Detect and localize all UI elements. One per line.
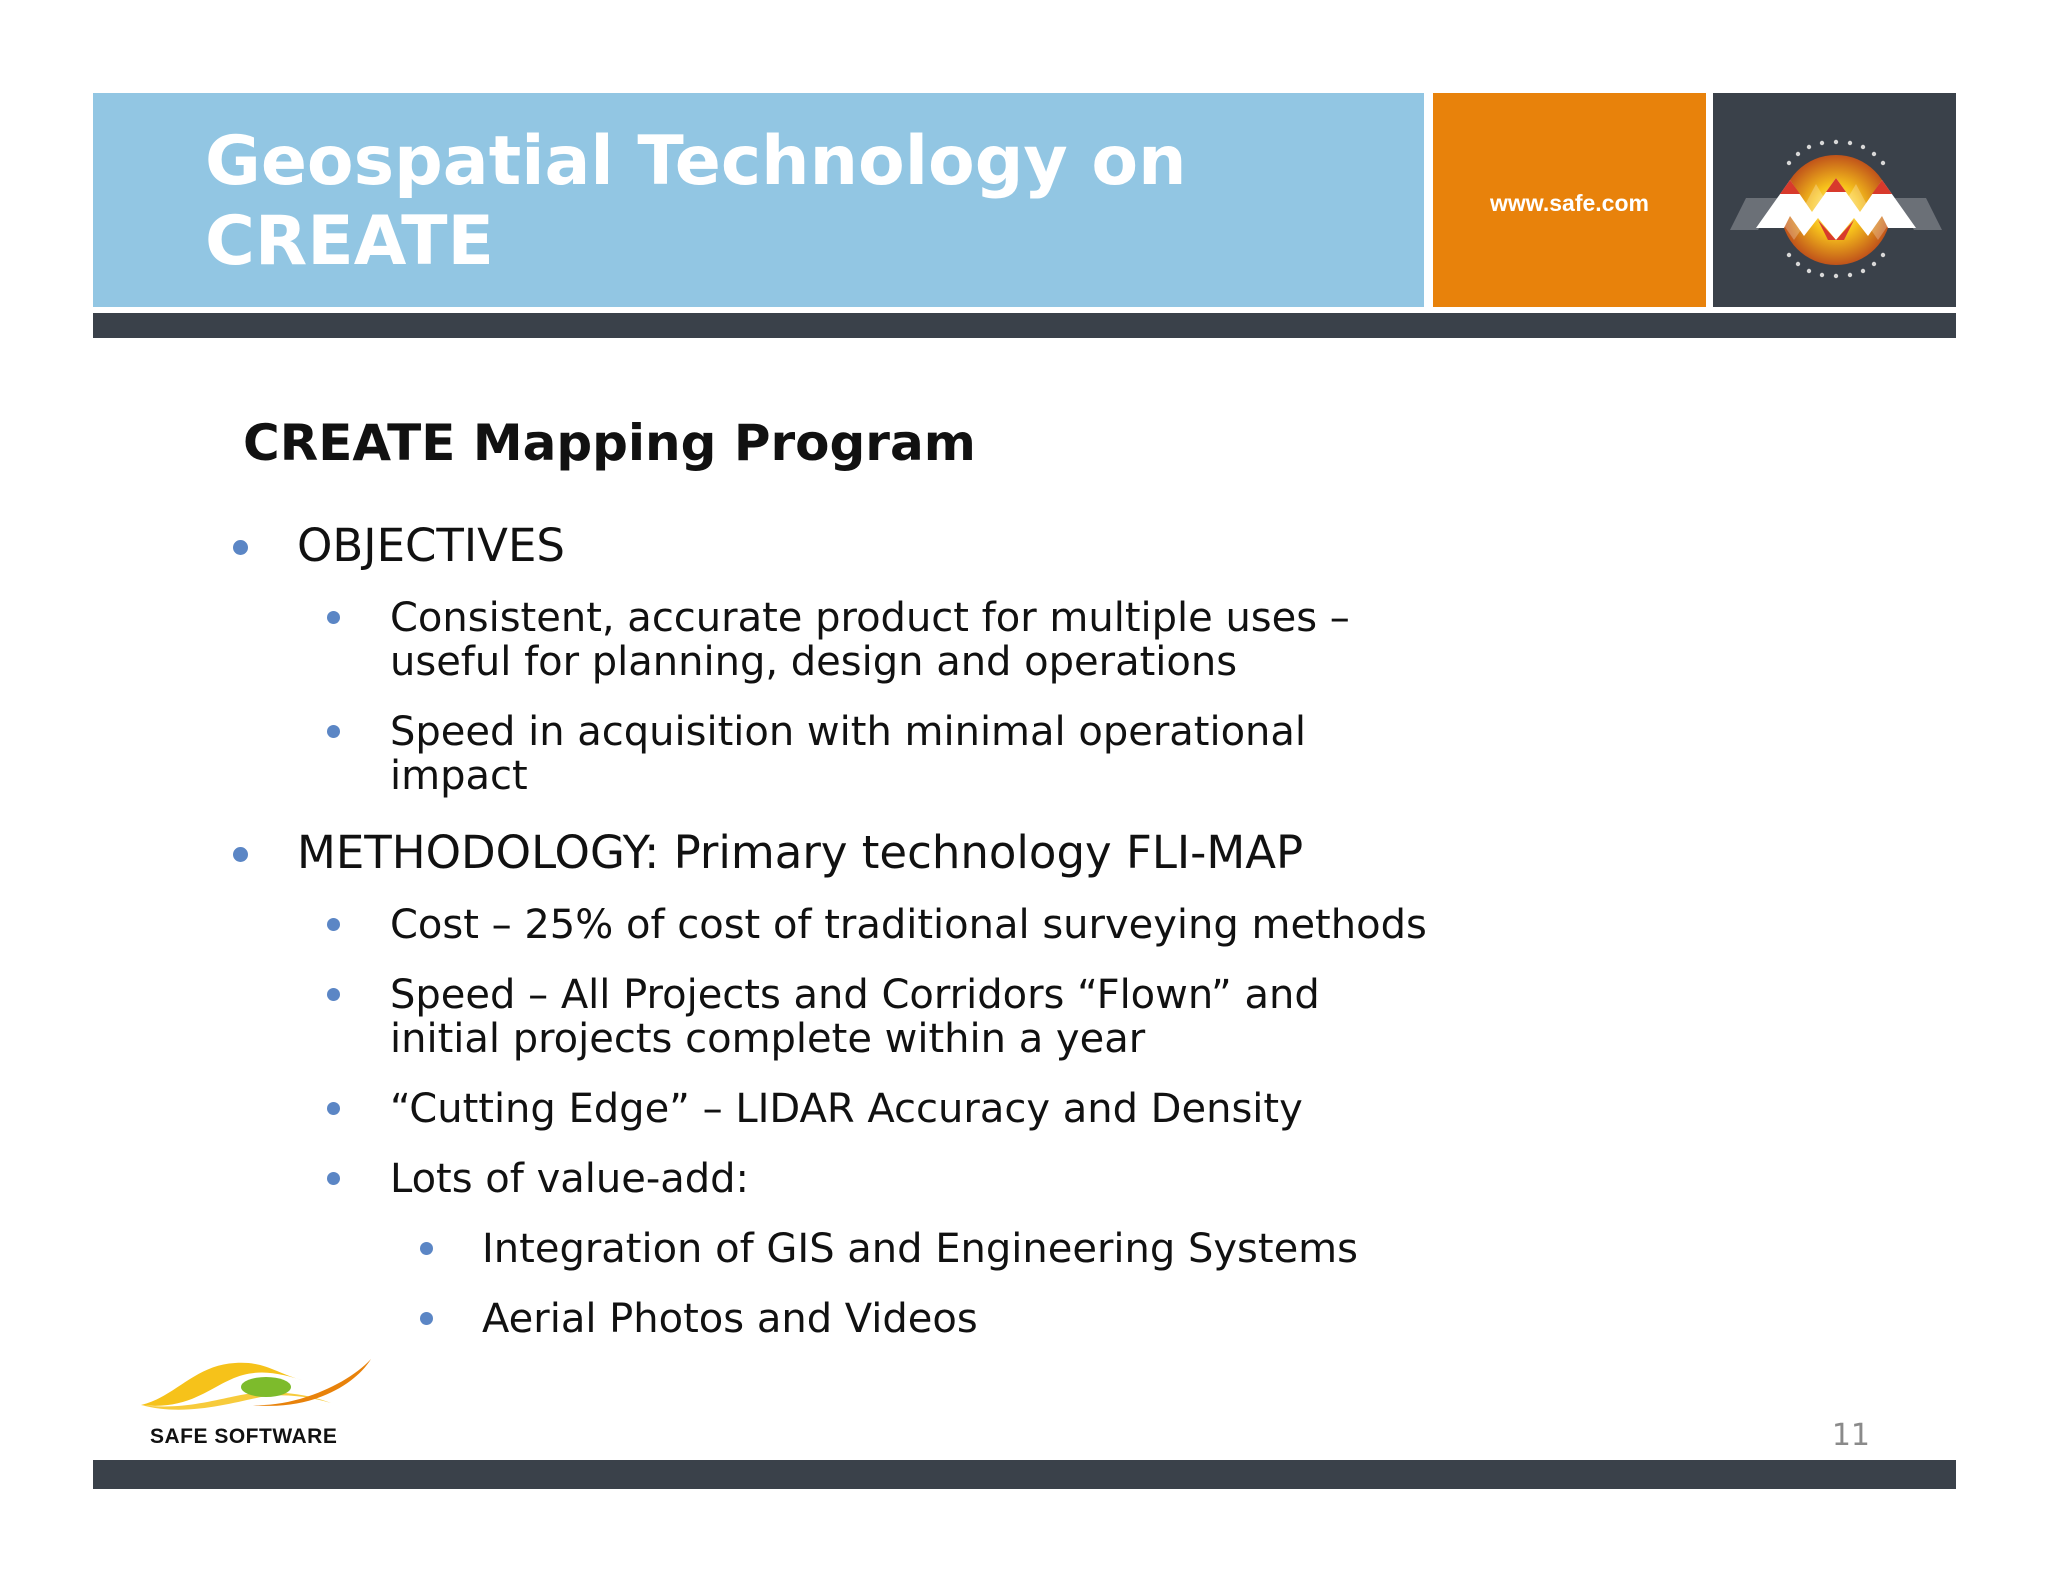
list-item-text: Aerial Photos and Videos — [482, 1296, 978, 1342]
bullet-icon — [327, 988, 340, 1001]
list-item — [482, 1297, 978, 1341]
list-item-label: OBJECTIVES — [297, 519, 565, 572]
bullet-icon — [327, 611, 340, 624]
bullet-icon — [327, 918, 340, 931]
list-item — [482, 1227, 1358, 1271]
page-number: 11 — [1831, 1418, 1870, 1453]
section-heading: CREATE Mapping Program — [243, 414, 976, 472]
list-item — [297, 519, 565, 572]
list-item-text: impact — [390, 753, 528, 799]
list-item — [390, 903, 1427, 947]
list-item — [390, 596, 1350, 684]
list-item-text: “Cutting Edge” – LIDAR Accuracy and Density — [390, 1086, 1303, 1132]
bullet-icon — [420, 1242, 433, 1255]
list-item-text: Cost – 25% of cost of traditional surveying methods — [390, 902, 1427, 948]
list-item — [297, 826, 1304, 879]
list-item-text: initial projects complete within a year — [390, 1016, 1146, 1062]
list-item-text: Consistent, accurate product for multiple uses – — [390, 595, 1350, 641]
list-item — [390, 1087, 1303, 1131]
website-url: www.safe.com — [1490, 190, 1649, 216]
company-name: SAFE SOFTWARE — [150, 1425, 338, 1448]
slide-title — [205, 122, 1355, 282]
list-item-label: METHODOLOGY: Primary technology FLI-MAP — [297, 826, 1304, 879]
list-item-text: Speed in acquisition with minimal operational — [390, 709, 1307, 755]
list-item-text: Speed – All Projects and Corridors “Flown” and — [390, 972, 1320, 1018]
footer-divider — [93, 1460, 1956, 1489]
list-item — [390, 1157, 749, 1201]
header-divider — [93, 313, 1956, 338]
bullet-icon — [420, 1312, 433, 1325]
bullet-icon — [327, 1172, 340, 1185]
list-item-text: Integration of GIS and Engineering Systems — [482, 1226, 1358, 1272]
slide-title-line1: Geospatial Technology on — [205, 122, 1187, 201]
bullet-icon — [233, 847, 248, 862]
bullet-icon — [327, 725, 340, 738]
list-item-text: Lots of value-add: — [390, 1156, 750, 1202]
fme-logo-icon — [1728, 128, 1944, 288]
bullet-icon — [233, 540, 248, 555]
list-item — [390, 710, 1306, 798]
list-item — [390, 973, 1320, 1061]
bullet-icon — [327, 1102, 340, 1115]
list-item-text: useful for planning, design and operations — [390, 639, 1238, 685]
slide-title-line2: CREATE — [205, 202, 494, 281]
